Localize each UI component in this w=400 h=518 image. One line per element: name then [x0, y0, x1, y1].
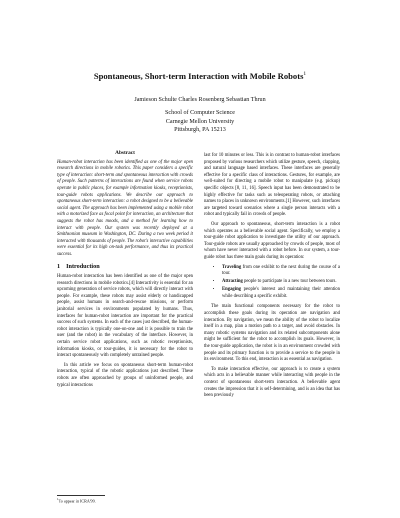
paper-title: [0, 69, 400, 81]
goal-item-attracting: [222, 279, 340, 286]
left-column: [57, 150, 193, 392]
goal-item-engaging: [222, 287, 340, 300]
title-text: Spontaneous, Short-term Interaction with Mobile Robots: [93, 70, 304, 81]
footnote-rule: [57, 495, 105, 496]
footnote-text: To appear in ICRA'99.: [58, 498, 96, 504]
goal-text: people to participate in a new tour between tours.: [242, 279, 337, 285]
section-number: 1: [57, 262, 61, 270]
affiliation-department: School of Computer Science: [165, 110, 235, 116]
right-paragraph-1: last for 10 minutes or less. This is in contrast to human-robot interfaces proposed by various researchers which utilize gesture, speech, clapping, and natural language based interfaces. These interfaces are generally effective for a specific class of interactions. Gestures, for example, are well-suited for directing a mobile robot to manipulate (e.g. pickup) specific objects [8, 11, 16]. Speech input has been demonstrated to be highly effective for tasks such as teleoperating robots, or attaching names to places in unknown environments.[1] However, such interfaces are targeted toward scenarios where a single person interacts with a robot and typically fail in crowds of people.: [204, 153, 340, 218]
goal-term: Attracting: [222, 279, 243, 285]
affiliation-block: [0, 109, 400, 135]
intro-paragraph-2: In this article we focus on spontaneous short-term human-robot interaction, typical of the robotic applications just described. These robots are often approached by groups of uninformed people, and typical interactions: [57, 362, 193, 388]
section-title: Introduction: [66, 262, 100, 270]
abstract-heading: Abstract: [115, 150, 135, 156]
right-paragraph-2: Our approach to spontaneous, short-term interaction is a robot which operates as a believable social agent. Specifically, we employ a tour-guide robot application to investigate the utility of our approach. Tour-guide robots are usually approached by crowds of people, most of whom have never interacted with a robot before. In our system, a tour-guide robot has three main goals during its operation:: [204, 221, 340, 260]
author-list: Jamieson Schulte Charles Rosenberg Sebastian Thrun: [134, 97, 266, 103]
goal-term: Traveling: [222, 264, 242, 270]
footnote-mark: 1: [57, 497, 59, 501]
affiliation-university: Carnegie Mellon University: [165, 118, 235, 125]
right-paragraph-3: The main functional components necessary for the robot to accomplish these goals during its operation are navigation and interaction. By navigation, we mean the ability of the robot to localize itself in a map, plan a motion path to a target, and avoid obstacles. In many robotic systems navigation and its related subcomponents alone might be sufficient for the robot to accomplish its goals. However, in the tour-guide application, the robot is in an environment crowded with people and its primary function is to provide a service to the people in its environment. To this end, interaction is as essential as navigation.: [204, 304, 340, 363]
intro-paragraph-1: Human-robot interaction has been identified as one of the major open research directions in mobile robotics.[4] Interactivity is essential for an upcoming generation of service robots, which will directly interact with people. For example, these robots may assist elderly or handicapped people, assist humans in search-and-rescue missions, or perform janitorial services in environments populated by humans. Thus, interfaces for human-robot interaction are important for the practical success of such systems. In each of the cases just described, the human-robot interaction is typically one-on-one and it is possible to train the user (and the robot) in the vocabulary of the interface. However, in certain service robot applications, such as robotic receptionists, information kiosks, or tour-guides, it is necessary for the robot to interact spontaneously with completely untrained people.: [57, 274, 193, 359]
right-paragraph-4: To make interaction effective, our approach is to create a system which acts in a believable manner while interacting with people in the context of spontaneous short-term interaction. A believable agent creates the impression that it is self-determining, and is an idea that has been previously: [204, 366, 340, 399]
goal-item-traveling: [222, 265, 340, 278]
section-heading-introduction: [57, 264, 193, 271]
abstract-body: Human-robot interaction has been identified as one of the major open research directions in mobile robotics. This paper considers a specific type of interaction: short-term and spontaneous interaction with crowds of people. Such patterns of interactions are found when service robots operate in public places, for example information kiosks, receptionists, tour-guide robots applications. We describe our approach to spontaneous short-term interaction: a robot designed to be a believable social agent. The approach has been implemented using a mobile robot with a motorized face as focal point for interaction, an architecture that suggests the robot has moods, and a method for learning how to interact with people. Our system was recently deployed at a Smithsonian museum in Washington, DC. During a two week period it interacted with thousands of people. The robot's interactive capabilities were essential for its high on-task performance, and thus its practical success.: [57, 159, 193, 257]
goal-term: Engaging: [222, 287, 242, 293]
affiliation-address: Pittsburgh, PA 15213: [174, 127, 226, 134]
footnote: [57, 497, 96, 503]
goal-text: from one exhibit to the next during the course of a tour.: [222, 264, 340, 277]
goal-text: people's interest and maintaining their attention while describing a specific exhibit.: [222, 287, 340, 299]
title-footnote-mark: 1: [303, 71, 307, 77]
right-column: [204, 153, 340, 403]
goals-list: [204, 265, 340, 301]
